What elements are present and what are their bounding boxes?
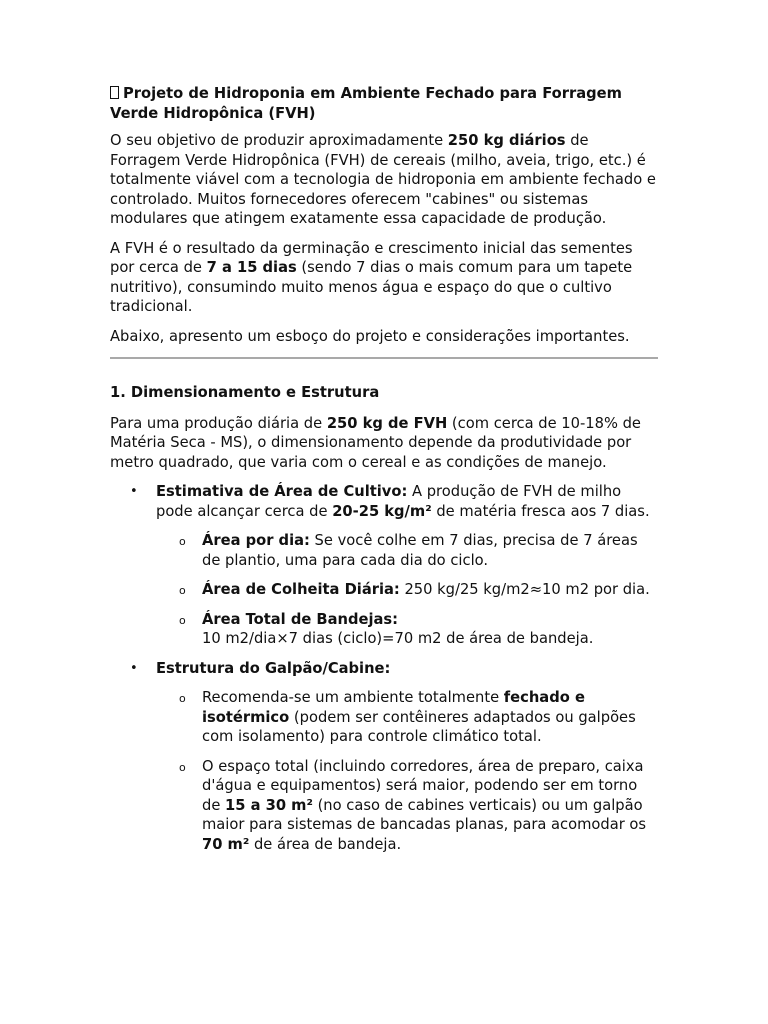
sub-item-closed-environment: o Recomenda-se um ambiente totalmente fechado e isotérmico (podem ser contêineres adaptados ou galpões com isolamento) para controle climático total. (156, 688, 658, 747)
section-heading: 1. Dimensionamento e Estrutura (110, 384, 380, 401)
growth-days-highlight: 7 a 15 dias (206, 259, 297, 276)
sub-item-total-space: o O espaço total (incluindo corredores, área de preparo, caixa d'água e equipamentos) será maior, podendo ser em torno de 15 a 30 m² (no caso de cabines verticais) ou um galpão maior para sistemas de bancadas planas, para acomodar os 70 m² de área de bandeja. (156, 757, 658, 855)
document-title-text: Projeto de Hidroponia em Ambiente Fechado para Forragem Verde Hidropônica (FVH) (110, 85, 622, 122)
document-page (110, 84, 658, 864)
list-item-area-estimate: • Estimativa de Área de Cultivo: A produção de FVH de milho pode alcançar cerca de 20-25 kg/m² de matéria fresca aos 7 dias. o Área por dia: Se você colhe em 7 dias, precisa de 7 áreas de plantio, uma para cada dia do ciclo. o Área de Colheita Diária: 250 kg/25 kg/m2≈10 m2 por dia. o Área Total de Bandejas: 10 m2/dia×7 dias (ciclo)=70 m2 de área de bandeja. (110, 482, 658, 649)
daily-production-highlight: 250 kg diários (447, 132, 566, 149)
sub-list-area (156, 531, 658, 649)
bullet-list (110, 482, 658, 854)
intro-paragraph-3: Abaixo, apresento um esboço do projeto e considerações importantes. (110, 327, 630, 345)
document-title (110, 84, 658, 123)
sub-list-structure (156, 688, 658, 854)
sub-item-area-per-day: o Área por dia: Se você colhe em 7 dias, precisa de 7 áreas de plantio, uma para cada dia do ciclo. (156, 531, 658, 570)
sub-item-daily-harvest-area: o Área de Colheita Diária: 250 kg/25 kg/m2≈10 m2 por dia. (156, 580, 658, 600)
intro-paragraph-1: O seu objetivo de produzir aproximadamente 250 kg diários de Forragem Verde Hidropônica (FVH) de cereais (milho, aveia, trigo, etc.) é totalmente viável com a tecnologia de hidroponia em ambiente fechado e controlado. Muitos fornecedores oferecem "cabines" ou sistemas modulares que atingem exatamente essa capacidade de produção. (110, 132, 656, 227)
intro-paragraph-2: A FVH é o resultado da germinação e crescimento inicial das sementes por cerca de 7 a 15 dias (sendo 7 dias o mais comum para um tapete nutritivo), consumindo muito menos água e espaço do que o cultivo tradicional. (110, 239, 633, 315)
missing-glyph-icon (110, 86, 119, 99)
sub-item-total-tray-area: o Área Total de Bandejas: 10 m2/dia×7 dias (ciclo)=70 m2 de área de bandeja. (156, 610, 658, 649)
list-item-structure: • Estrutura do Galpão/Cabine: o Recomenda-se um ambiente totalmente fechado e isotérmico (podem ser contêineres adaptados ou galpões com isolamento) para controle climático total. o O espaço total (incluindo corredores, área de preparo, caixa d'água e equipamentos) será maior, podendo ser em torno de 15 a 30 m² (no caso de cabines verticais) ou um galpão maior para sistemas de bancadas planas, para acomodar os 70 m² de área de bandeja. (110, 659, 658, 855)
section-paragraph: Para uma produção diária de 250 kg de FVH (com cerca de 10-18% de Matéria Seca - MS), o dimensionamento depende da produtividade por metro quadrado, que varia com o cereal e as condições de manejo. (110, 414, 641, 471)
section-divider (110, 357, 658, 359)
